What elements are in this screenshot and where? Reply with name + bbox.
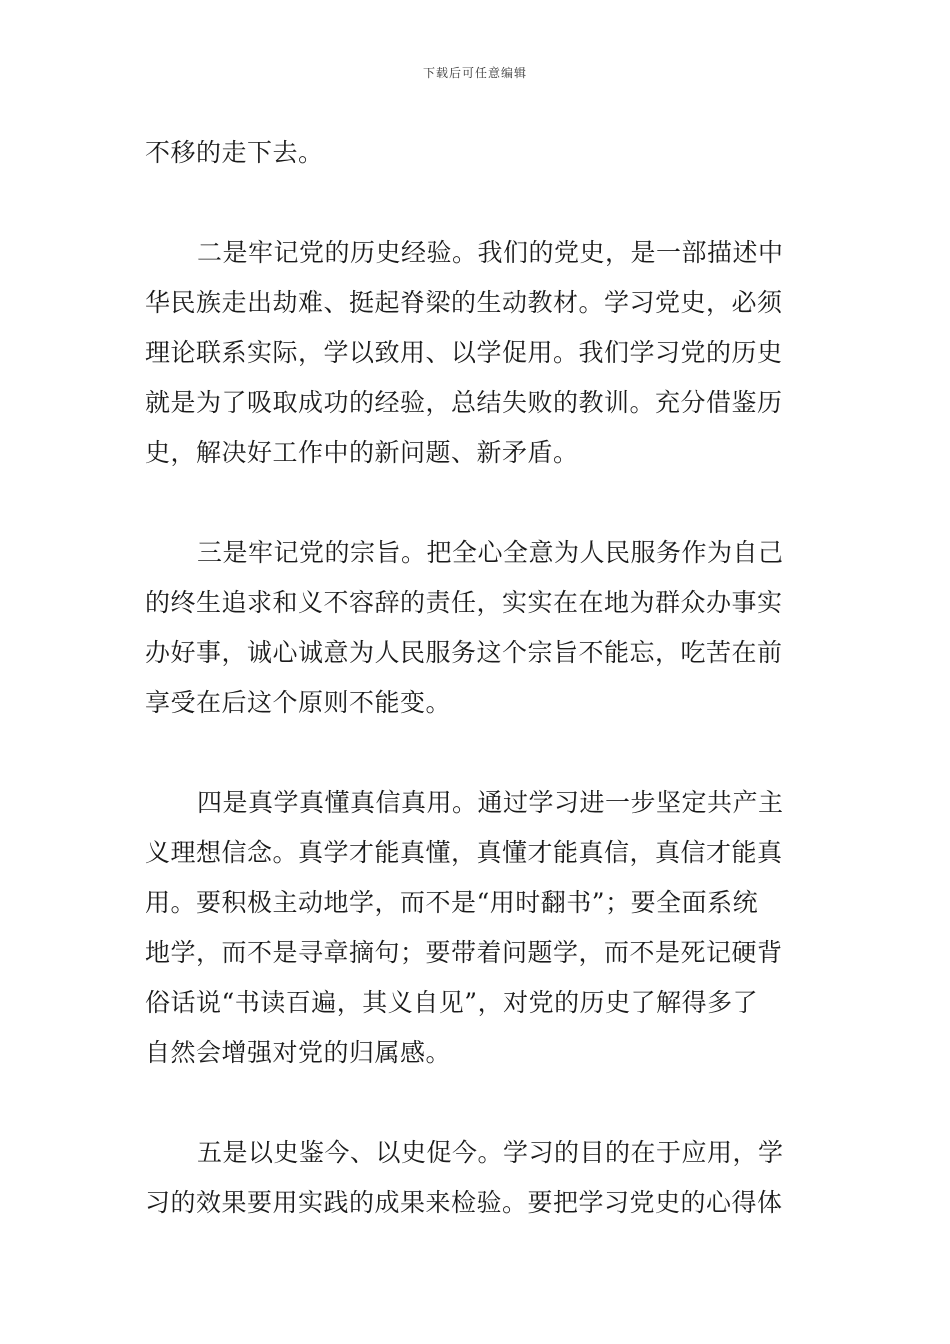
text-line: 习的效果要用实践的成果来检验。要把学习党史的心得体 [145, 1188, 783, 1217]
text-line: 四是真学真懂真信真用。通过学习进一步坚定共产主 [197, 788, 784, 817]
text-line: 义理想信念。真学才能真懂，真懂才能真信，真信才能真 [145, 838, 783, 867]
text-line: 享受在后这个原则不能变。 [145, 688, 452, 717]
text-line: 史，解决好工作中的新问题、新矛盾。 [145, 438, 579, 467]
document-body [145, 128, 805, 1228]
text-line: 二是牢记党的历史经验。我们的党史，是一部描述中 [197, 238, 784, 267]
text-line: 不移的走下去。 [145, 138, 324, 167]
paragraph-3 [145, 528, 805, 728]
text-line: 理论联系实际，学以致用、以学促用。我们学习党的历史 [145, 338, 783, 367]
text-line: 办好事，诚心诚意为人民服务这个宗旨不能忘，吃苦在前 [145, 638, 783, 667]
text-line: 俗话说“书读百遍，其义自见”，对党的历史了解得多了 [145, 988, 759, 1017]
text-line: 就是为了吸取成功的经验，总结失败的教训。充分借鉴历 [145, 388, 783, 417]
paragraph-2 [145, 228, 805, 478]
text-line: 华民族走出劫难、挺起脊梁的生动教材。学习党史，必须 [145, 288, 783, 317]
text-line: 自然会增强对党的归属感。 [145, 1038, 452, 1067]
text-line: 的终生追求和义不容辞的责任，实实在在地为群众办事实 [145, 588, 783, 617]
paragraph-4 [145, 778, 805, 1078]
text-line: 五是以史鉴今、以史促今。学习的目的在于应用，学 [197, 1138, 784, 1167]
text-line: 三是牢记党的宗旨。把全心全意为人民服务作为自己 [197, 538, 784, 567]
paragraph-5 [145, 1128, 805, 1228]
page-header: 下载后可任意编辑 [422, 66, 527, 80]
text-line: 用。要积极主动地学，而不是“用时翻书”；要全面系统 [145, 888, 759, 917]
text-line: 地学，而不是寻章摘句；要带着问题学，而不是死记硬背 [145, 938, 783, 967]
